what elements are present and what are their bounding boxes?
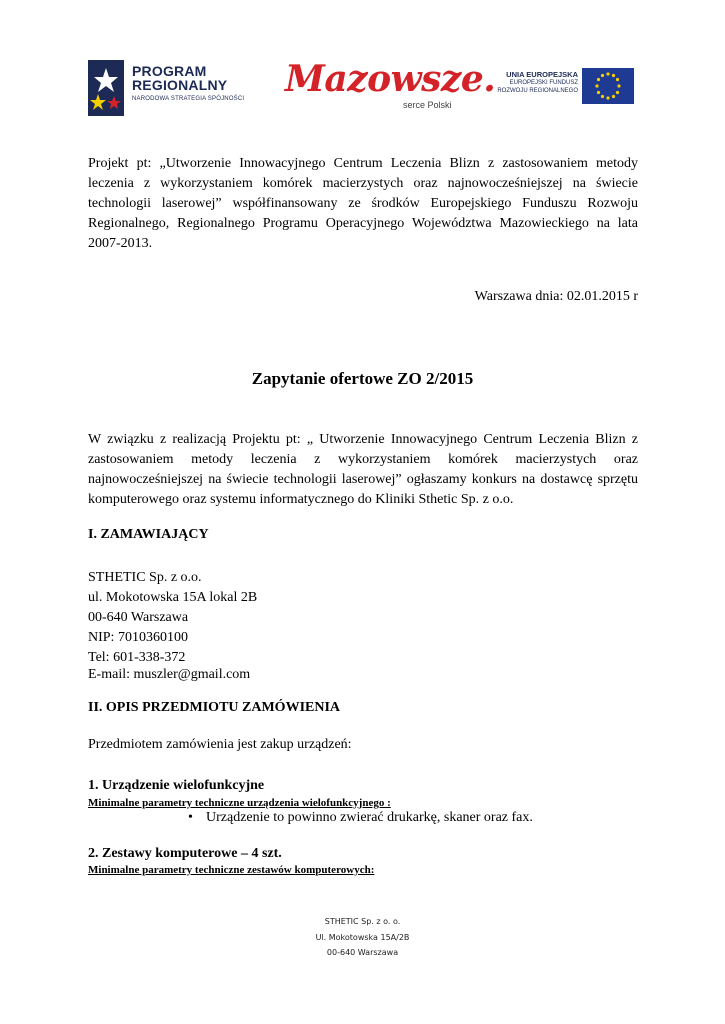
item1-title: 1. Urządzenie wielofunkcyjne — [88, 778, 265, 793]
company-name: STHETIC Sp. z o.o. — [88, 570, 202, 585]
street-address: ul. Mokotowska 15A lokal 2B — [88, 590, 258, 605]
program-line1: PROGRAM — [132, 63, 207, 79]
phone-number: Tel: 601-338-372 — [88, 650, 186, 665]
order-subject-intro: Przedmiotem zamówienia jest zakup urządzeń: — [88, 737, 352, 752]
nip-number: NIP: 7010360100 — [88, 630, 188, 645]
program-subtitle: NARODOWA STRATEGIA SPÓJNOŚCI — [132, 96, 245, 102]
program-regionalny-star-icon — [88, 60, 124, 116]
document-date: Warszawa dnia: 02.01.2015 r — [474, 289, 638, 304]
section-opis-heading: II. OPIS PRZEDMIOTU ZAMÓWIENIA — [88, 700, 341, 715]
project-intro: Projekt pt: „Utworzenie Innowacyjnego Centrum Leczenia Blizn z zastosowaniem metody leczenia z wykorzystaniem komórek macierzystych oraz najnowocześniejszej na świecie technologii laserowej” współfinansowany ze środków Europejskiego Funduszu Rozwoju Regionalnego, Regionalnego Programu Operacyjnego Województwa Mazowieckiego na lata 2007-2013. — [88, 156, 638, 251]
mazowsze-tagline: serce Polski — [403, 100, 452, 110]
page-footer — [0, 914, 725, 961]
footer-city: 00-640 Warszawa — [326, 948, 399, 957]
contractor-address — [88, 568, 257, 682]
eu-sub-line1: EUROPEJSKI FUNDUSZ — [509, 80, 578, 86]
eu-sub-line2: ROZWOJU REGIONALNEGO — [497, 88, 578, 94]
section-zamawiajacy-heading: I. ZAMAWIAJĄCY — [88, 527, 209, 542]
eu-flag-icon — [582, 68, 634, 104]
program-regionalny-logo — [88, 60, 263, 116]
document-title: Zapytanie ofertowe ZO 2/2015 — [251, 369, 474, 388]
announcement-paragraph: W związku z realizacją Projektu pt: „ Utworzenie Innowacyjnego Centrum Leczenia Blizn z zastosowaniem metody leczenia z wykorzystaniem komórek macierzystych oraz najnowocześniejszej na świecie technologii laserowej” ogłaszamy konkurs na dostawcę sprzętu komputerowego oraz systemu informatycznego do Kliniki Sthetic Sp. z o.o. — [88, 432, 638, 507]
eu-logo — [492, 70, 636, 114]
eu-title: UNIA EUROPEJSKA — [506, 70, 578, 79]
footer-street: Ul. Mokotowska 15A/2B — [315, 932, 410, 942]
mazowsze-logo — [285, 56, 496, 118]
bullet-icon: • — [188, 810, 193, 825]
email-address: E-mail: muszler@gmail.com — [88, 667, 251, 682]
item1-bullet — [188, 810, 533, 826]
program-line2: REGIONALNY — [132, 77, 228, 93]
item2-params-heading: Minimalne parametry techniczne zestawów komputerowych: — [88, 864, 375, 876]
postal-city: 00-640 Warszawa — [88, 610, 189, 625]
item1-params-heading: Minimalne parametry techniczne urządzenia wielofunkcyjnego : — [88, 797, 391, 809]
item2-title: 2. Zestawy komputerowe – 4 szt. — [88, 846, 282, 861]
item1-bullet-text: Urządzenie to powinno zwierać drukarkę, skaner oraz fax. — [206, 810, 533, 825]
header-logos — [88, 56, 636, 118]
mazowsze-wordmark: Mazowsze. — [285, 58, 496, 100]
footer-company: STHETIC Sp. z o. o. — [324, 917, 401, 926]
